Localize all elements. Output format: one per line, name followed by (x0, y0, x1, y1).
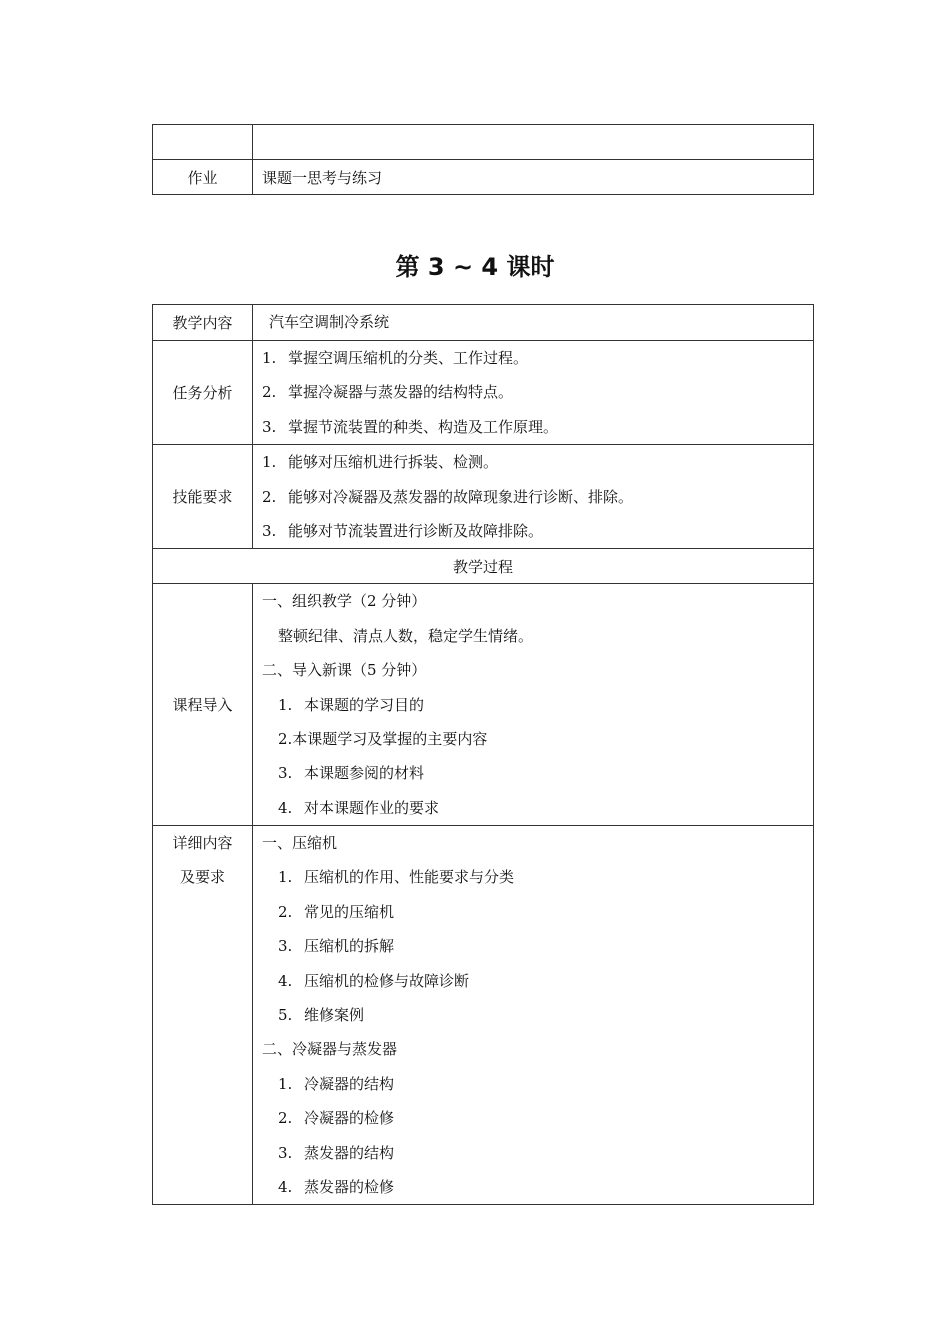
previous-lesson-table (152, 124, 814, 195)
intro-row (153, 584, 814, 826)
item-text: 能够对冷凝器及蒸发器的故障现象进行诊断、排除。 (288, 487, 634, 506)
content-cell (253, 305, 814, 341)
item-text: 蒸发器的检修 (304, 1177, 395, 1196)
intro-item (253, 688, 813, 722)
intro-label: 课程导入 (153, 584, 253, 826)
detail-cell (253, 826, 814, 1205)
homework-row (153, 160, 814, 195)
detail-label-line-1: 详细内容 (172, 834, 233, 853)
intro-heading: 二、导入新课（5 分钟） (262, 661, 427, 680)
item-text: 维修案例 (304, 1006, 365, 1025)
item-number: 5. (278, 1006, 293, 1025)
skill-item (253, 514, 813, 548)
task-label: 任务分析 (153, 341, 253, 445)
item-text: 能够对压缩机进行拆装、检测。 (288, 453, 499, 472)
item-number: 1. (262, 453, 277, 472)
empty-row (153, 125, 814, 160)
detail-item (253, 1067, 813, 1101)
item-text: 压缩机的作用、性能要求与分类 (304, 868, 515, 887)
detail-label-line-2: 及要求 (179, 868, 225, 887)
item-text: 冷凝器的检修 (304, 1109, 395, 1128)
item-number: 3. (278, 937, 293, 956)
item-number: 2. (262, 383, 277, 402)
process-header-row (153, 549, 814, 584)
item-number: 3. (278, 1143, 293, 1162)
lesson-plan-table (152, 304, 814, 1205)
item-text: 常见的压缩机 (304, 902, 395, 921)
item-number: 2. (262, 487, 277, 506)
detail-label (153, 826, 253, 1205)
intro-heading: 一、组织教学（2 分钟） (262, 592, 427, 611)
item-number: 4. (278, 1177, 293, 1196)
item-text: 冷凝器的结构 (304, 1074, 395, 1093)
item-text: 掌握节流装置的种类、构造及工作原理。 (288, 417, 559, 436)
empty-content-cell (253, 125, 814, 160)
item-text: 压缩机的拆解 (304, 937, 395, 956)
intro-item: 2.本课题学习及掌握的主要内容 (278, 729, 488, 748)
homework-label: 作业 (153, 160, 253, 195)
skill-row (153, 445, 814, 549)
skill-item (253, 445, 813, 479)
item-text: 能够对节流装置进行诊断及故障排除。 (288, 521, 544, 540)
process-header: 教学过程 (153, 549, 814, 584)
item-number: 2. (278, 1109, 293, 1128)
item-text: 本课题的学习目的 (304, 695, 425, 714)
item-text: 对本课题作业的要求 (304, 798, 440, 817)
detail-item (253, 895, 813, 929)
homework-value: 课题一思考与练习 (253, 160, 814, 195)
content-row (153, 305, 814, 341)
intro-paragraph: 整顿纪律、清点人数，稳定学生情绪。 (278, 626, 534, 645)
detail-item (253, 860, 813, 894)
task-item (253, 375, 813, 409)
item-text: 本课题参阅的材料 (304, 764, 425, 783)
item-number: 1. (278, 695, 293, 714)
detail-heading: 二、冷凝器与蒸发器 (262, 1040, 398, 1059)
detail-item (253, 998, 813, 1032)
item-text: 压缩机的检修与故障诊断 (304, 971, 470, 990)
item-number: 4. (278, 971, 293, 990)
intro-item (253, 756, 813, 790)
task-cell (253, 341, 814, 445)
item-number: 3. (262, 417, 277, 436)
detail-item (253, 1170, 813, 1204)
section-title: 第 3 ~ 4 课时 (395, 253, 555, 281)
item-text: 蒸发器的结构 (304, 1143, 395, 1162)
intro-item (253, 791, 813, 825)
item-number: 2. (278, 902, 293, 921)
skill-label: 技能要求 (153, 445, 253, 549)
content-label: 教学内容 (153, 305, 253, 341)
detail-item (253, 1101, 813, 1135)
item-number: 3. (262, 521, 277, 540)
task-row (153, 341, 814, 445)
item-number: 1. (278, 868, 293, 887)
detail-heading: 一、压缩机 (262, 834, 338, 853)
skill-cell (253, 445, 814, 549)
detail-item (253, 964, 813, 998)
item-number: 1. (278, 1074, 293, 1093)
detail-row (153, 826, 814, 1205)
item-text: 掌握空调压缩机的分类、工作过程。 (288, 349, 529, 367)
detail-item (253, 1136, 813, 1170)
item-number: 4. (278, 798, 293, 817)
intro-cell (253, 584, 814, 826)
item-number: 1. (262, 349, 277, 367)
empty-label-cell (153, 125, 253, 160)
item-number: 3. (278, 764, 293, 783)
task-item (253, 410, 813, 444)
content-value: 汽车空调制冷系统 (269, 313, 390, 332)
skill-item (253, 480, 813, 514)
item-text: 掌握冷凝器与蒸发器的结构特点。 (288, 383, 514, 402)
task-item (253, 341, 813, 375)
detail-item (253, 929, 813, 963)
